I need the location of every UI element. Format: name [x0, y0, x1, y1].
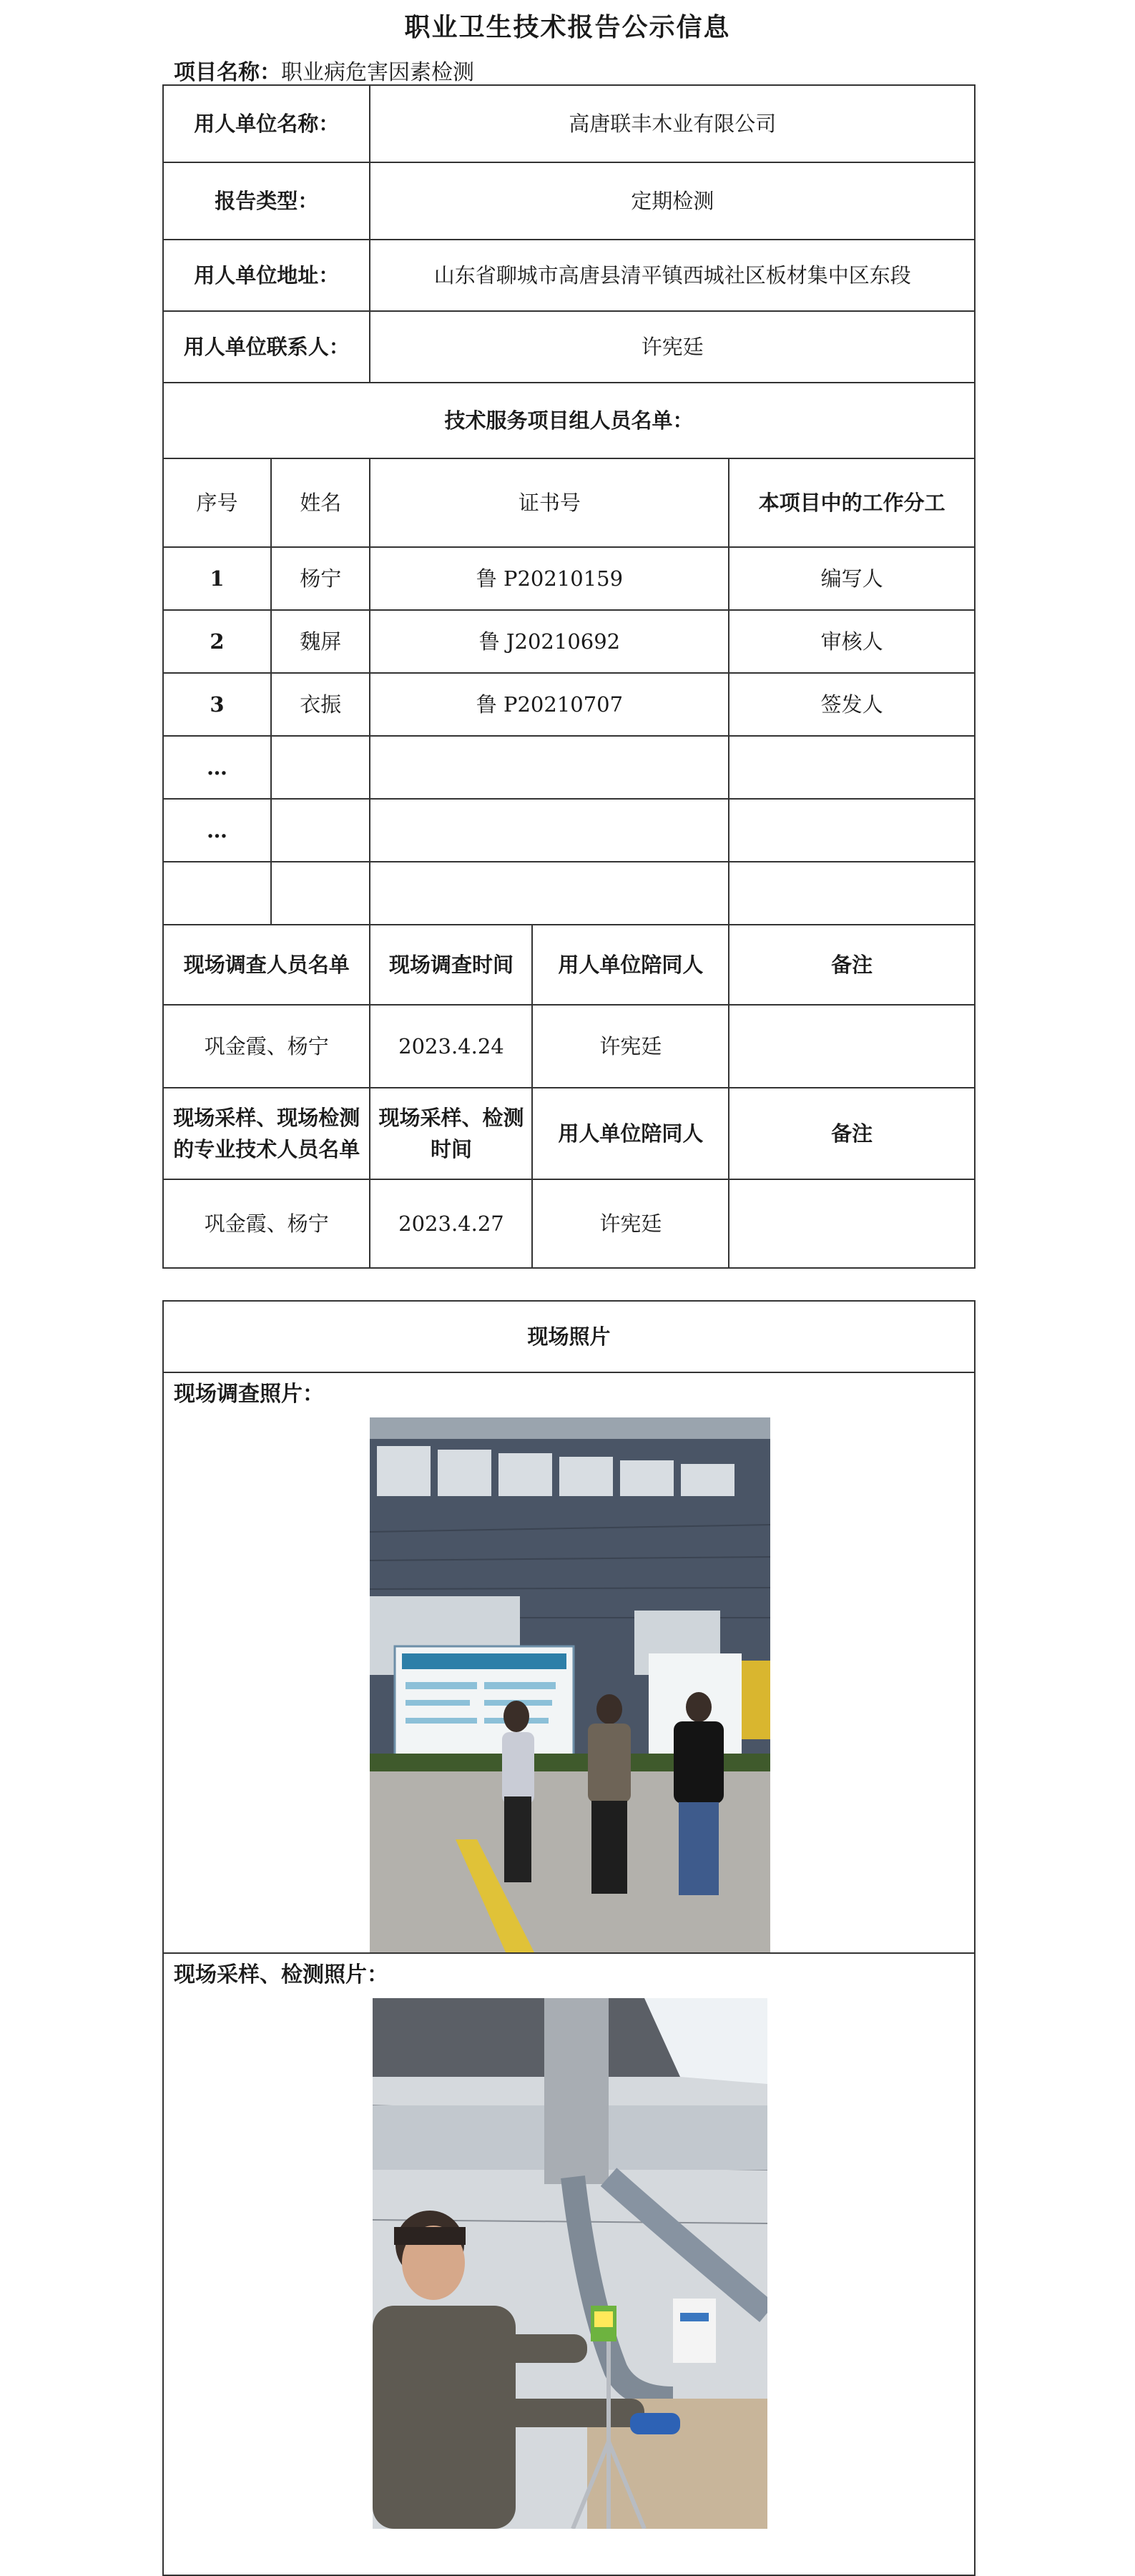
sampling-escort-value: 许宪廷	[532, 1179, 729, 1268]
team-heading: 技术服务项目组人员名单：	[163, 383, 975, 458]
team-row-role: 审核人	[729, 610, 975, 673]
team-row-name: 魏屏	[271, 610, 370, 673]
team-col-cert: 证书号	[370, 458, 729, 547]
sampling-escort-header: 用人单位陪同人	[532, 1088, 729, 1179]
report-type-value: 定期检测	[370, 162, 975, 240]
team-row-cert	[370, 862, 729, 925]
team-row-name: 杨宁	[271, 547, 370, 610]
team-row-cert: 鲁 J20210692	[370, 610, 729, 673]
address-value: 山东省聊城市高唐县清平镇西城社区板材集中区东段	[370, 240, 975, 311]
survey-escort-value: 许宪廷	[532, 1005, 729, 1088]
table-row	[163, 799, 975, 862]
survey-time-value: 2023.4.24	[370, 1005, 532, 1088]
survey-photo-image	[370, 1417, 770, 1952]
survey-note-header: 备注	[729, 925, 975, 1005]
project-value: 职业病危害因素检测	[281, 60, 474, 85]
survey-escort-header: 用人单位陪同人	[532, 925, 729, 1005]
team-row-no: 2	[163, 610, 271, 673]
team-row-cert	[370, 736, 729, 799]
team-row-no	[163, 862, 271, 925]
team-col-name: 姓名	[271, 458, 370, 547]
unit-name-label: 用人单位名称：	[163, 85, 370, 162]
table-row	[163, 673, 975, 736]
info-table	[162, 84, 976, 1269]
team-row-no: …	[163, 736, 271, 799]
team-row-role: 签发人	[729, 673, 975, 736]
project-line	[174, 54, 474, 86]
team-row-cert	[370, 799, 729, 862]
sampling-staff-header: 现场采样、现场检测的专业技术人员名单	[163, 1088, 370, 1179]
team-row-role: 编写人	[729, 547, 975, 610]
team-col-no: 序号	[163, 458, 271, 547]
team-row-no: 1	[163, 547, 271, 610]
sampling-photo-cell	[163, 1953, 975, 2575]
sampling-time-value: 2023.4.27	[370, 1179, 532, 1268]
contact-value: 许宪廷	[370, 311, 975, 383]
survey-staff-value: 巩金霞、杨宁	[163, 1005, 370, 1088]
sampling-time-header: 现场采样、检测时间	[370, 1088, 532, 1179]
address-label: 用人单位地址：	[163, 240, 370, 311]
table-row	[163, 736, 975, 799]
report-type-label: 报告类型：	[163, 162, 370, 240]
table-row	[163, 862, 975, 925]
photos-heading: 现场照片	[163, 1301, 975, 1372]
photo-table	[162, 1300, 976, 2576]
team-row-no: …	[163, 799, 271, 862]
contact-label: 用人单位联系人：	[163, 311, 370, 383]
survey-photo-cell	[163, 1372, 975, 1953]
unit-name-value: 高唐联丰木业有限公司	[370, 85, 975, 162]
team-row-name	[271, 862, 370, 925]
team-row-cert: 鲁 P20210159	[370, 547, 729, 610]
sampling-photo-image	[373, 1998, 767, 2529]
team-row-role	[729, 799, 975, 862]
team-row-no: 3	[163, 673, 271, 736]
team-row-role	[729, 736, 975, 799]
sampling-note-header: 备注	[729, 1088, 975, 1179]
survey-staff-header: 现场调查人员名单	[163, 925, 370, 1005]
team-row-name: 衣振	[271, 673, 370, 736]
sampling-photo-caption: 现场采样、检测照片：	[174, 1962, 388, 1987]
team-row-name	[271, 799, 370, 862]
team-col-role: 本项目中的工作分工	[729, 458, 975, 547]
table-row	[163, 547, 975, 610]
sampling-staff-value: 巩金霞、杨宁	[163, 1179, 370, 1268]
sampling-note-value	[729, 1179, 975, 1268]
survey-photo-caption: 现场调查照片：	[174, 1382, 324, 1407]
project-label: 项目名称：	[174, 60, 281, 85]
page-title: 职业卫生技术报告公示信息	[404, 12, 731, 42]
sampling-photo	[373, 1998, 767, 2529]
survey-photo	[370, 1417, 770, 1952]
table-row	[163, 610, 975, 673]
team-row-role	[729, 862, 975, 925]
team-row-cert: 鲁 P20210707	[370, 673, 729, 736]
team-row-name	[271, 736, 370, 799]
survey-time-header: 现场调查时间	[370, 925, 532, 1005]
survey-note-value	[729, 1005, 975, 1088]
